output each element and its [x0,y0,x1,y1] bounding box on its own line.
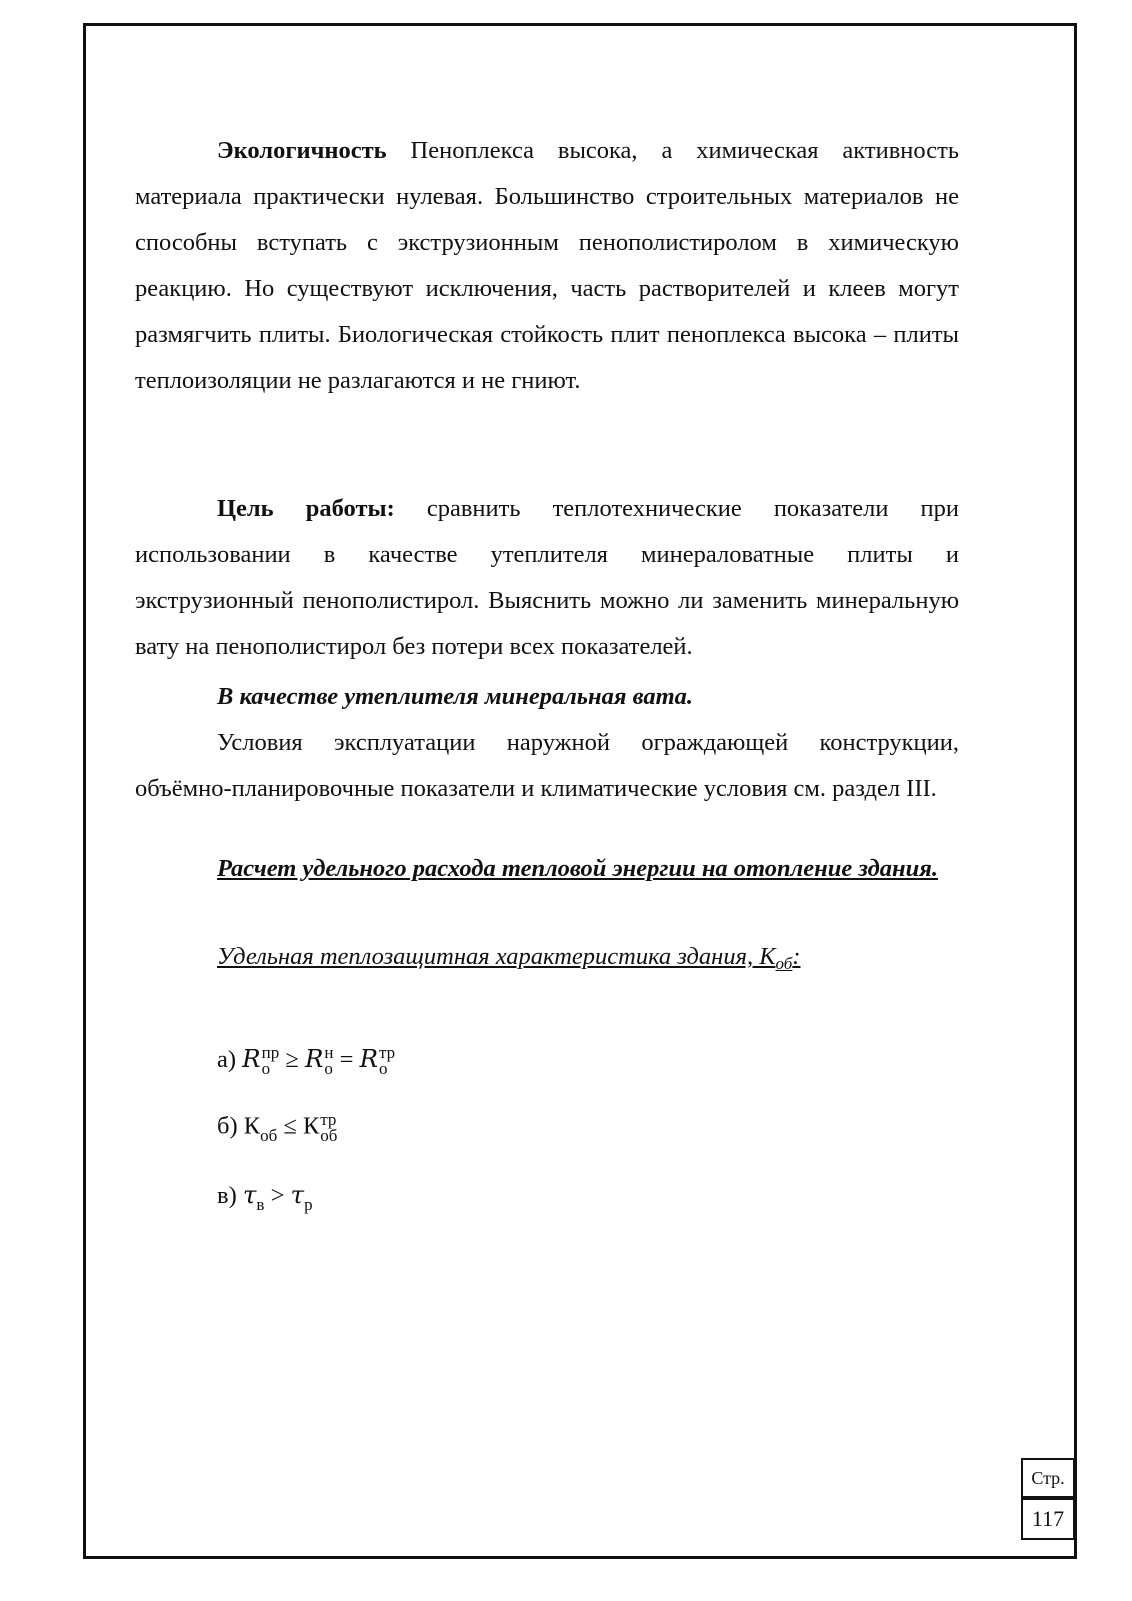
formula-a-o1: о [261,1059,271,1079]
formula-c-tau2: τ [290,1180,305,1209]
page-number: 117 [1031,1506,1065,1531]
formula-b-tr: тр [320,1110,337,1129]
formula-c-gt: > [264,1182,291,1209]
formula-a-label: а) [217,1046,243,1073]
formula-b [135,1112,959,1152]
characteristic-text: Удельная теплозащитная характеристика здания, К [217,943,776,970]
formula-b-label: б) [217,1112,244,1140]
formula-b-ob2: об [320,1126,338,1145]
goal-text: сравнить теплотехнические показатели при использовании в качестве утеплителя минераловатные плиты и экструзионный пенополистирол. Выяснить можно ли заменить минеральную вату на пенополистирол без потери всех показателей. [135,495,959,660]
ecology-lead: Экологичность [217,137,387,164]
formula-a-R2: R [304,1044,324,1073]
page-number-box [1021,1498,1075,1540]
formula-a-ge: ≥ [279,1046,305,1073]
formula-b-K2: К [302,1112,320,1140]
calc-heading: Расчет удельного расхода тепловой энергии на отопление здания. [217,855,938,882]
conditions-paragraph: Условия эксплуатации наружной ограждающей конструкции, объёмно-планировочные показатели и климатические условия см. раздел III. [135,729,959,802]
characteristic-suffix: : [792,943,801,970]
formula-a-tr: тр [379,1043,396,1063]
ecology-paragraph [135,128,959,404]
goal-lead: Цель работы: [217,495,395,522]
formula-a-o3: о [379,1059,388,1079]
formula-a-o2: о [324,1059,333,1079]
formula-b-ob1: об [260,1125,278,1145]
formula-c-v: в [256,1195,265,1214]
formula-b-K1: К [243,1112,261,1140]
characteristic-subscript: об [775,954,793,973]
formula-b-le: ≤ [277,1112,303,1140]
formula-a-eq: = [333,1046,360,1073]
formula-a-pr: пр [261,1043,280,1063]
formula-c-r: р [304,1195,313,1214]
document-body [135,128,959,1220]
formula-a [135,1044,959,1084]
goal-paragraph [135,486,959,670]
formula-a-n: н [324,1043,334,1063]
characteristic-heading [135,934,959,982]
formula-a-R1: R [242,1044,261,1073]
formula-a-R3: R [359,1044,379,1073]
formula-c-label: в) [217,1182,243,1209]
ecology-text: Пеноплекса высока, а химическая активность материала практически нулевая. Большинство строительных материалов не способны вступать с экструзионным пенополистиролом в химическую реакцию. Но существуют исключения, часть растворителей и клеев могут размягчить плиты. Биологическая стойкость плит пеноплекса высока – плиты теплоизоляции не разлагаются и не гниют. [135,137,959,394]
formula-c [135,1180,959,1220]
formula-c-tau1: τ [242,1180,257,1209]
page-label: Стр. [1031,1468,1065,1488]
page-label-box [1021,1458,1075,1498]
subheading-mineral-wool: В качестве утеплителя минеральная вата. [217,683,694,710]
